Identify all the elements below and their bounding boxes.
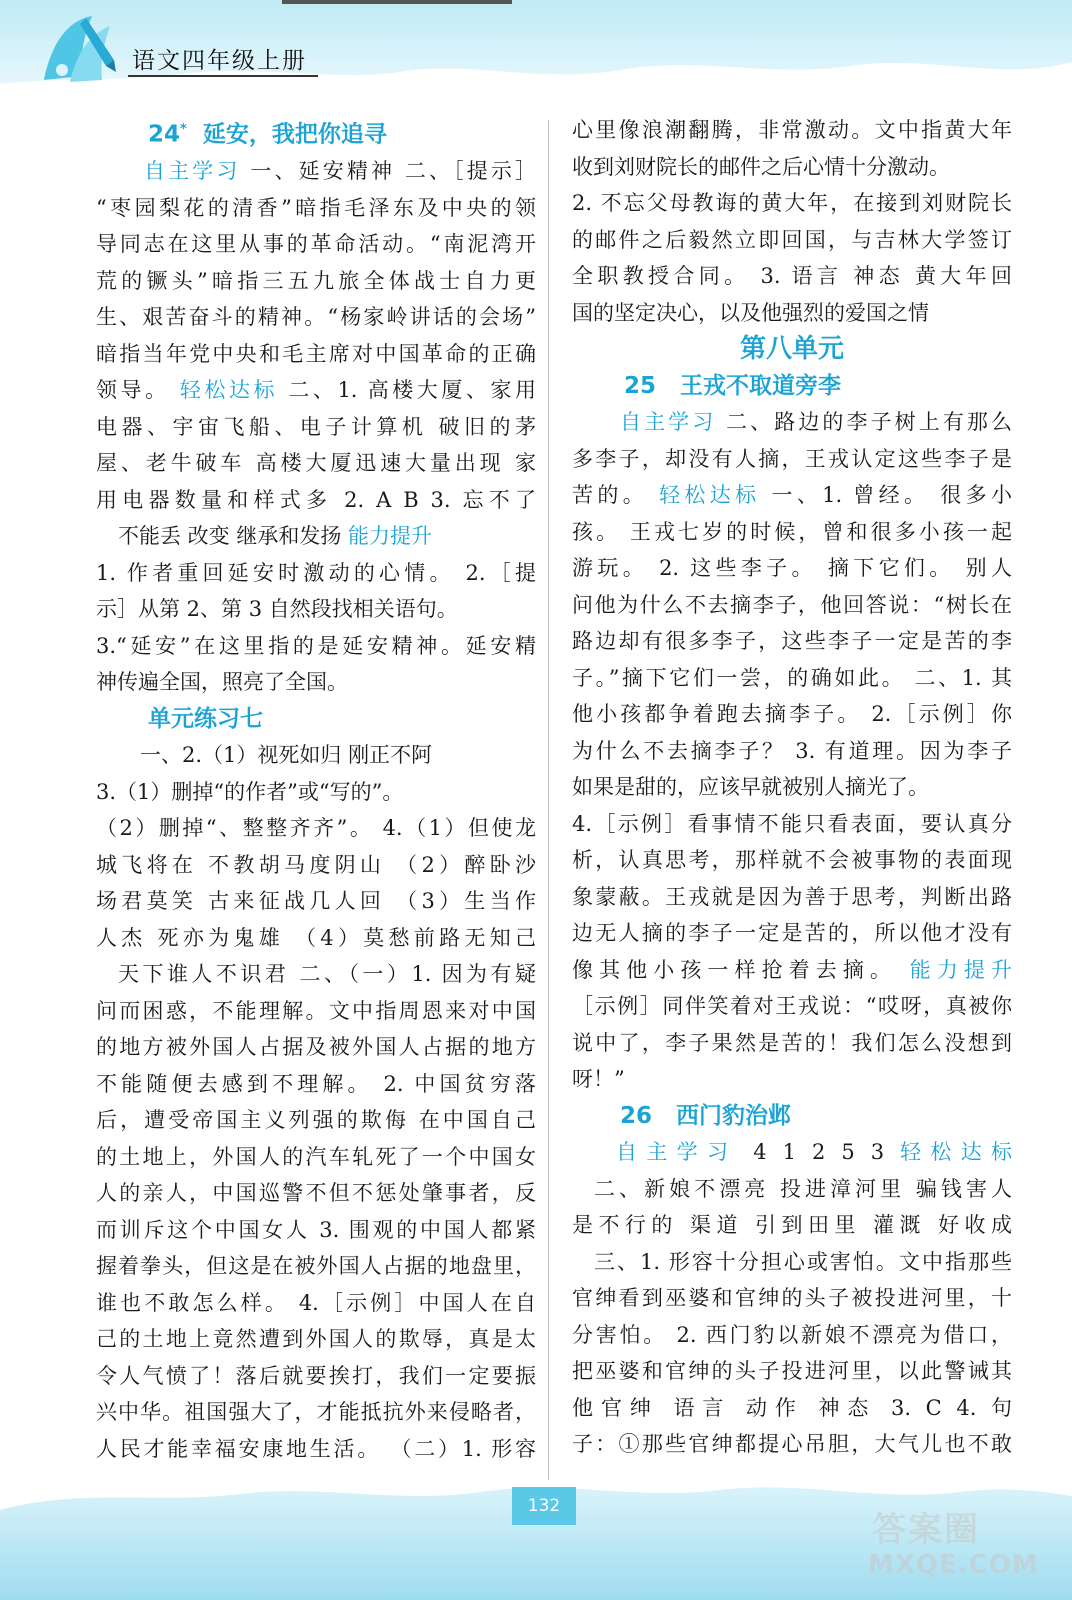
lesson-25-title: 王戎不取道旁李 [680, 372, 842, 399]
section-tag-self-study: 自主学习 [616, 1140, 738, 1164]
text-line: 1. 作者重回延安时激动的心情。 2.［提 [96, 560, 536, 585]
text-line: 孩。 王戎七岁的时候，曾和很多小孩一起 [572, 519, 1012, 544]
text-line: 导同志在这里从事的革命活动。“南泥湾开 [96, 232, 536, 257]
text-line [572, 952, 1012, 989]
text-line [96, 518, 536, 555]
lesson-24-number: 24 [148, 121, 181, 148]
section-tag-ability: 能力提升 [909, 957, 1012, 982]
book-title: 语文四年级上册 [132, 48, 307, 74]
text-line: 收到刘财院长的邮件之后心情十分激动。 [572, 154, 950, 179]
text-line: 人民才能幸福安康地生活。 （二）1. 形容 [96, 1436, 536, 1461]
text-line: （2）删掉“、整整齐齐”。 4.（1）但使龙 [96, 816, 536, 841]
text-line: 3.“延安”在这里指的是延安精神。延安精 [96, 633, 536, 658]
text-fragment: 不能丢 改变 继承和发扬 [118, 524, 349, 549]
left-column [96, 112, 536, 1467]
lesson-25-number: 25 [624, 372, 657, 399]
book-title-underline [128, 75, 318, 77]
text-fragment: 二、1. 高楼大厦、家用 [278, 378, 537, 403]
text-line: 令人气愤了！落后就要挨打，我们一定要振 [96, 1363, 536, 1388]
text-fragment: 一、延安精神 二、［提示］ [240, 159, 537, 184]
lesson-24-star: * [180, 122, 187, 137]
text-line: 己的土地上竟然遭到外国人的欺辱，真是太 [96, 1327, 536, 1352]
column-divider [548, 120, 549, 1480]
watermark [852, 1498, 1052, 1598]
section-tag-easy-target: 轻松达标 [659, 483, 761, 507]
text-line: 3.（1）删掉“的作者”或“写的”。 [96, 779, 404, 804]
text-line: 不能随便去感到不理解。 2. 中国贫穷落 [96, 1071, 536, 1096]
text-line: 谁也不敢怎么样。 4.［示例］中国人在自 [96, 1290, 536, 1315]
text-line: 生、艰苦奋斗的精神。“杨家岭讲话的会场” [96, 305, 536, 330]
unit-7-exercise-heading: 单元练习七 [148, 705, 263, 732]
text-line: 他官绅 语言 动作 神态 3. C 4. 句 [572, 1395, 1012, 1420]
text-line: 问他为什么不去摘李子，他回答说：“树长在 [572, 592, 1012, 617]
text-line: 国的坚定决心，以及他强烈的爱国之情 [572, 300, 929, 325]
lesson-24-heading [96, 112, 536, 153]
lesson-25-heading [572, 368, 1012, 405]
text-fragment: 苦的。 [572, 483, 660, 507]
text-fragment: 像其他小孩一样抢着去摘。 [572, 957, 910, 982]
right-column [572, 112, 1012, 1463]
section-tag-ability: 能力提升 [348, 524, 433, 549]
text-line: 多李子，却没有人摘，王戎认定这些李子是 [572, 446, 1012, 471]
text-line: 呀！” [572, 1067, 625, 1091]
page-number: 132 [512, 1487, 576, 1525]
text-line: 为什么不去摘李子？ 3. 有道理。因为李子 [572, 738, 1012, 763]
text-line: 二、新娘不漂亮 投进漳河里 骗钱害人 [594, 1176, 1012, 1201]
lesson-26-heading [572, 1098, 1012, 1135]
text-fragment: 二、路边的李子树上有那么 [716, 410, 1012, 434]
lesson-26-title: 西门豹治邺 [676, 1102, 792, 1129]
lesson-24-title: 延安，我把你追寻 [202, 121, 387, 148]
text-line: 是不行的 渠道 引到田里 灌溉 好收成 [572, 1213, 1012, 1237]
watermark-url: MXQE.COM [868, 1550, 1039, 1580]
text-line: 说中了，李子果然是苦的！我们怎么没想到 [572, 1030, 1012, 1055]
text-line: 城飞将在 不教胡马度阴山 （2）醉卧沙 [96, 852, 536, 877]
text-line: 一、2.（1）视死如归 刚正不阿 [140, 743, 433, 768]
section-tag-self-study: 自主学习 [144, 159, 241, 184]
text-line: 游玩。 2. 这些李子。 摘下它们。 别人 [572, 556, 1012, 580]
text-line [572, 404, 1012, 441]
text-line [96, 372, 536, 409]
text-line [96, 153, 536, 190]
text-line: 电器、宇宙飞船、电子计算机 破旧的茅 [96, 414, 536, 439]
text-line: 2. 不忘父母教诲的黄大年，在接到刘财院长 [572, 191, 1012, 215]
text-line: 官绅看到巫婆和官绅的头子被投进河里，十 [572, 1286, 1012, 1310]
section-tag-easy-target: 轻松达标 [900, 1140, 1013, 1164]
text-line: 的邮件之后毅然立即回国，与吉林大学签订 [572, 227, 1012, 252]
section-tag-easy-target: 轻松达标 [179, 378, 279, 403]
text-line: 握着拳头，但这是在被外国人占据的地盘里， [96, 1254, 536, 1279]
text-line: 人杰 死亦为鬼雄 （4）莫愁前路无知己 [96, 925, 536, 950]
text-line: 子。”摘下它们一尝，的确如此。 二、1. 其 [572, 665, 1012, 690]
text-line: 示］从第 2、第 3 自然段找相关语句。 [96, 597, 458, 622]
text-line: 象蒙蔽。王戎就是因为善于思考，判断出路 [572, 884, 1012, 909]
text-line: ［示例］同伴笑着对王戎说：“哎呀，真被你 [572, 994, 1012, 1018]
text-line [572, 477, 1012, 514]
text-line: “枣园梨花的清香”暗指毛泽东及中央的领 [96, 195, 536, 220]
text-line [572, 1134, 1012, 1171]
text-line: 天下谁人不识君 二、（一）1. 因为有疑 [118, 962, 536, 987]
lesson-26-number: 26 [620, 1102, 653, 1129]
text-line: 4.［示例］看事情不能只看表面，要认真分 [572, 811, 1012, 836]
text-fragment: 4 1 2 5 3 [737, 1140, 901, 1164]
text-line: 把巫婆和官绅的头子投进河里，以此警诫其 [572, 1359, 1012, 1383]
text-line: 荒的镢头”暗指三五九旅全体战士自力更 [96, 268, 536, 293]
text-line: 心里像浪潮翻腾，非常激动。文中指黄大年 [572, 118, 1012, 142]
text-line: 兴中华。祖国强大了，才能抵抗外来侵略者， [96, 1400, 536, 1425]
text-line: 屋、老牛破车 高楼大厦迅速大量出现 家 [96, 451, 536, 476]
text-line: 用电器数量和样式多 2. A B 3. 忘不了 [96, 487, 536, 512]
text-line: 三、1. 形容十分担心或害怕。文中指那些 [594, 1249, 1012, 1274]
text-line: 场君莫笑 古来征战几人回 （3）生当作 [96, 889, 536, 914]
text-fragment: 领导。 [96, 378, 180, 403]
header-top-rule [282, 0, 512, 4]
section-tag-self-study: 自主学习 [620, 410, 717, 434]
text-line: 后，遭受帝国主义列强的欺侮 在中国自己 [96, 1108, 536, 1133]
text-line: 问而困惑，不能理解。文中指周恩来对中国 [96, 998, 536, 1023]
text-line: 全职教授合同。 3. 语言 神态 黄大年回 [572, 264, 1012, 288]
text-line: 而训斥这个中国女人 3. 围观的中国人都紧 [96, 1217, 536, 1242]
watermark-text: 答案圈 [872, 1510, 980, 1550]
text-line: 人的亲人，中国巡警不但不惩处肇事者，反 [96, 1181, 536, 1206]
text-line: 边无人摘的李子一定是苦的，所以他才没有 [572, 921, 1012, 945]
text-line: 的地方被外国人占据及被外国人占据的地方 [96, 1035, 536, 1060]
text-line: 分害怕。 2. 西门豹以新娘不漂亮为借口， [572, 1322, 1012, 1347]
text-line: 如果是甜的，应该早就被别人摘光了。 [572, 775, 929, 799]
text-line: 神传遍全国，照亮了全国。 [96, 670, 348, 695]
text-fragment: 一、1. 曾经。 很多小 [760, 483, 1013, 507]
book-logo-icon [40, 10, 118, 90]
text-line: 子：①那些官绅都提心吊胆，大气儿也不敢 [572, 1432, 1012, 1456]
text-line: 析，认真思考，那样就不会被事物的表面现 [572, 848, 1012, 872]
text-line: 他小孩都争着跑去摘李子。 2.［示例］你 [572, 702, 1012, 726]
text-line: 的土地上，外国人的汽车轧死了一个中国女 [96, 1144, 536, 1169]
text-line: 暗指当年党中央和毛主席对中国革命的正确 [96, 341, 536, 366]
text-line: 路边却有很多李子，这些李子一定是苦的李 [572, 629, 1012, 653]
unit-8-heading: 第八单元 [739, 334, 844, 364]
